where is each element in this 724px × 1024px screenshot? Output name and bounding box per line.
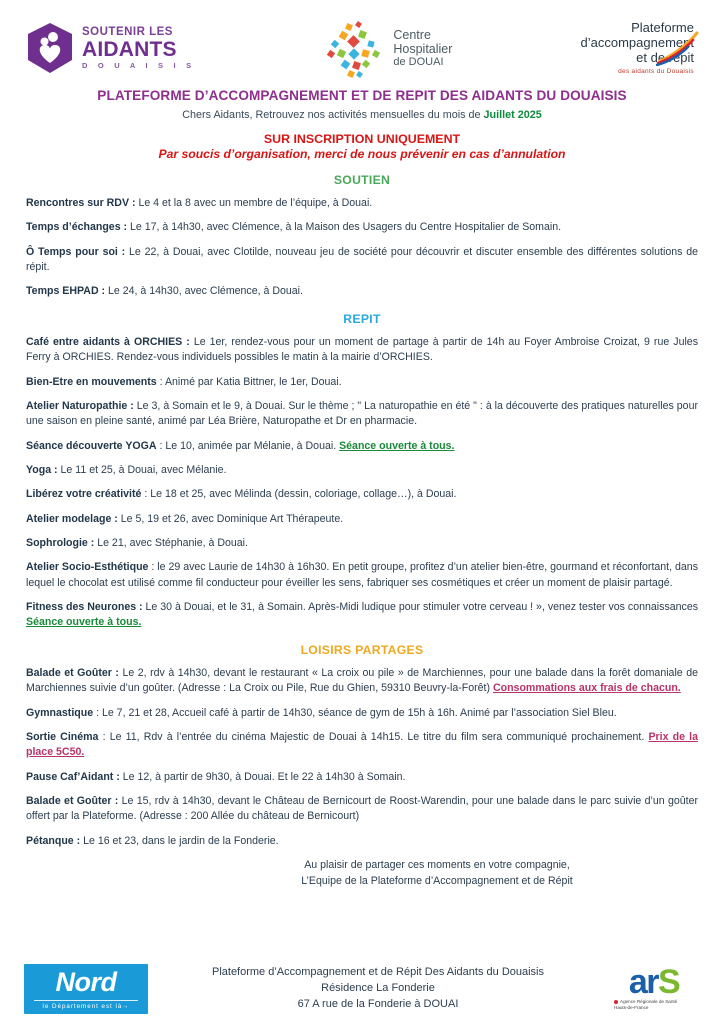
activity-entry: [26, 834, 698, 849]
hospital-wordmark: [393, 28, 452, 68]
footer-address-line3: 67 A rue de la Fonderie à DOUAI: [297, 997, 459, 1010]
activity-label: Gymnastique: [26, 706, 94, 719]
activity-description: : Le 10, animée par Mélanie, à Douai.: [156, 439, 340, 452]
activity-description: Le 22, à Douai, avec Clotilde, nouveau jeu de société pour découvrir et discuter ensemble des différentes solutions de répit.: [26, 245, 698, 274]
swoosh-icon: [656, 30, 700, 71]
activity-entry: [26, 399, 698, 430]
aidants-line2: AIDANTS: [82, 38, 177, 61]
activity-label: Balade et Goûter :: [26, 794, 119, 807]
activity-label: Balade et Goûter :: [26, 666, 119, 679]
activity-label: Yoga :: [26, 463, 58, 476]
activity-description: Le 2, rdv à 14h30, devant le restaurant « La croix ou pile » de Marchiennes, pour une balade dans la forêt domaniale de Marchiennes suivie d’un goûter. (Adresse : La Croix ou Pile, Rue du Ghien, 59310 Beuvry-la-Forêt): [26, 666, 698, 695]
activity-highlight: Consommations aux frais de chacun.: [492, 682, 681, 695]
activity-entry: [26, 536, 698, 551]
activity-label: Café entre aidants à ORCHIES :: [26, 335, 190, 348]
sections-root: [26, 173, 698, 849]
activity-label: Sortie Cinéma: [26, 730, 99, 743]
closing-line1: Au plaisir de partager ces moments en votre compagnie,: [304, 859, 570, 872]
footer-address-line1: Plateforme d’Accompagnement et de Répit Des Aidants du Douaisis: [211, 966, 544, 979]
aidants-wordmark: [82, 27, 195, 70]
activity-label: Rencontres sur RDV :: [26, 196, 136, 209]
activity-description: : le 29 avec Laurie de 14h30 à 16h30. En petit groupe, profitez d’un atelier bien-être, gourmand et réconfortant, dans lequel le chocolat est utilisé comme fil conducteur pour éveiller les sens, fabriquer ses cosmétiques et créer un moment de plaisir partagé.: [26, 561, 698, 589]
page-title: PLATEFORME D’ACCOMPAGNEMENT ET DE REPIT DES AIDANTS DU DOUAISIS: [97, 88, 627, 103]
activity-highlight: Prix de la place 5C50.: [26, 730, 699, 759]
hospital-line1: Centre: [393, 27, 431, 42]
logo-bar: [0, 0, 724, 86]
activity-description: : Animé par Katia Bittner, le 1er, Douai.: [156, 375, 342, 388]
activity-label: Temps EHPAD :: [26, 285, 106, 298]
ars-hauts-de-france-logo: [608, 963, 700, 1011]
activity-highlight: Séance ouverte à tous.: [339, 439, 455, 452]
footer-address-line2: Résidence La Fonderie: [321, 982, 435, 995]
plateforme-line4: des aidants du Douaisis: [618, 67, 694, 75]
activity-entry: [26, 600, 698, 631]
activity-description: Le 17, à 14h30, avec Clémence, à la Maison des Usagers du Centre Hospitalier de Somain.: [127, 221, 562, 234]
activity-label: Atelier modelage :: [26, 512, 118, 525]
notice-cancellation: Par soucis d’organisation, merci de nous prévenir en cas d’annulation: [158, 146, 566, 161]
activity-entry: [26, 245, 698, 276]
footer: [0, 958, 724, 1024]
activity-entry: [26, 770, 698, 785]
activity-entry: [26, 487, 698, 502]
hospital-line3: de DOUAI: [393, 55, 444, 68]
activity-description: Le 11 et 25, à Douai, avec Mélanie.: [57, 463, 227, 476]
notice-registration: SUR INSCRIPTION UNIQUEMENT: [263, 131, 461, 146]
activity-description: Le 15, rdv à 14h30, devant le Château de Bernicourt de Roost-Warendin, pour une balade dans le parc suivie d’un goûter offert par la Plateforme. (Adresse : 200 Allée du château de Bernicourt): [26, 794, 699, 823]
activity-label: Séance découverte YOGA: [26, 439, 157, 452]
activity-label: Bien-Etre en mouvements: [26, 375, 157, 388]
plateforme-line1: Plateforme: [631, 19, 694, 35]
ars-sub-line1: Agence Régionale de Santé: [620, 998, 678, 1004]
ars-dot-icon: [614, 1000, 618, 1004]
aidants-line3: D O U A I S I S: [82, 61, 196, 70]
activity-description: Le 30 à Douai, et le 31, à Somain. Après-Midi ludique pour stimuler votre cerveau ! », venez tester vos connaissances: [142, 601, 699, 614]
activity-description: Le 16 et 23, dans le jardin de la Fonderie.: [80, 834, 279, 847]
activity-entry: [26, 730, 698, 761]
activity-description: Le 3, à Somain et le 9, à Douai. Sur le thème ; " La naturopathie en été " : à la découverte des pratiques naturelles pour une saison en pleine santé, animé par Léa Brière, Naturopathe et Dr en pharmacie.: [26, 399, 698, 428]
subtitle: [20, 109, 704, 121]
activity-label: Pause Caf’Aidant :: [26, 770, 120, 783]
hospital-confetti-people-icon: [323, 17, 385, 79]
centre-hospitalier-de-douai-logo: [323, 17, 452, 79]
activity-entry: [26, 666, 698, 697]
aidants-line1: SOUTENIR LES: [82, 25, 173, 38]
activity-entry: [26, 706, 698, 721]
soutenir-les-aidants-douaisis-logo: [26, 22, 195, 74]
activity-description: Le 21, avec Stéphanie, à Douai.: [94, 537, 248, 550]
ars-sub-line2: Hauts-de-France: [614, 1004, 649, 1010]
activity-description: Le 12, à partir de 9h30, à Douai. Et le 22 à 14h30 à Somain.: [119, 770, 406, 783]
closing-line2: L’Equipe de la Plateforme d’Accompagnement et de Répit: [301, 874, 573, 887]
activity-highlight: Séance ouverte à tous.: [26, 616, 142, 629]
activity-entry: [26, 794, 698, 825]
activity-entry: [26, 512, 698, 527]
footer-address: [148, 965, 608, 1013]
activity-entry: [26, 220, 698, 235]
activity-label: Atelier Socio-Esthétique: [26, 561, 149, 574]
nord-wordmark: Nord: [55, 966, 117, 997]
closing-note: [26, 858, 698, 890]
activity-label: Pétanque :: [26, 834, 81, 847]
activities-content: [0, 161, 724, 958]
ars-subtitle: [608, 999, 700, 1011]
activity-description: Le 4 et la 8 avec un membre de l’équipe, à Douai.: [135, 196, 373, 209]
activity-label: Ô Temps pour soi :: [26, 245, 126, 258]
section-heading-repit: REPIT: [343, 311, 381, 326]
section-heading-loisirs-partages: LOISIRS PARTAGES: [300, 642, 424, 657]
activity-description: : Le 7, 21 et 28, Accueil café à partir de 14h30, séance de gym de 15h à 16h. Animé par l’association Siel Bleu.: [93, 706, 617, 719]
activity-label: Atelier Naturopathie :: [26, 399, 134, 412]
nord-le-departement-logo: [24, 964, 148, 1014]
activity-description: : Le 18 et 25, avec Mélinda (dessin, coloriage, collage…), à Douai.: [141, 488, 457, 501]
activity-entry: [26, 196, 698, 211]
activity-label: Libérez votre créativité: [26, 488, 142, 501]
activity-description: Le 24, à 14h30, avec Clémence, à Douai.: [105, 285, 303, 298]
activity-entry: [26, 284, 698, 299]
activity-entry: [26, 375, 698, 390]
ars-wordmark: arS: [628, 963, 680, 1002]
plateforme-accompagnement-repit-logo: [581, 21, 698, 75]
activity-description: Le 5, 19 et 26, avec Dominique Art Thérapeute.: [117, 512, 344, 525]
activity-label: Fitness des Neurones :: [26, 601, 143, 614]
activity-entry: [26, 335, 698, 366]
section-heading-soutien: SOUTIEN: [333, 172, 391, 187]
activity-description: Le 1er, rendez-vous pour un moment de partage à partir de 14h au Foyer Ambroise Croizat, 9 rue Jules Ferry à ORCHIES. Rendez-vous individuels possibles le matin à la mairie d’ORCHIES.: [26, 335, 698, 364]
aidants-heart-pentagon-icon: [26, 22, 74, 74]
title-block: [0, 86, 724, 161]
plateforme-line3: et de répit: [636, 49, 694, 65]
activity-description: : Le 11, Rdv à l’entrée du cinéma Majestic de Douai à 14h15. Le titre du film sera communiqué prochainement.: [98, 730, 649, 743]
hospital-line2: Hospitalier: [393, 41, 453, 56]
nord-tagline: le Département est là→: [34, 1000, 138, 1010]
activity-label: Temps d’échanges :: [26, 221, 128, 234]
subtitle-prefix: Chers Aidants, Retrouvez nos activités mensuelles du mois de: [182, 108, 484, 121]
activity-entry: [26, 560, 698, 591]
plateforme-line2: d’accompagnement: [580, 34, 694, 50]
activity-label: Sophrologie :: [26, 537, 95, 550]
activity-entry: [26, 463, 698, 478]
activity-entry: [26, 439, 698, 454]
subtitle-month: Juillet 2025: [483, 108, 542, 121]
